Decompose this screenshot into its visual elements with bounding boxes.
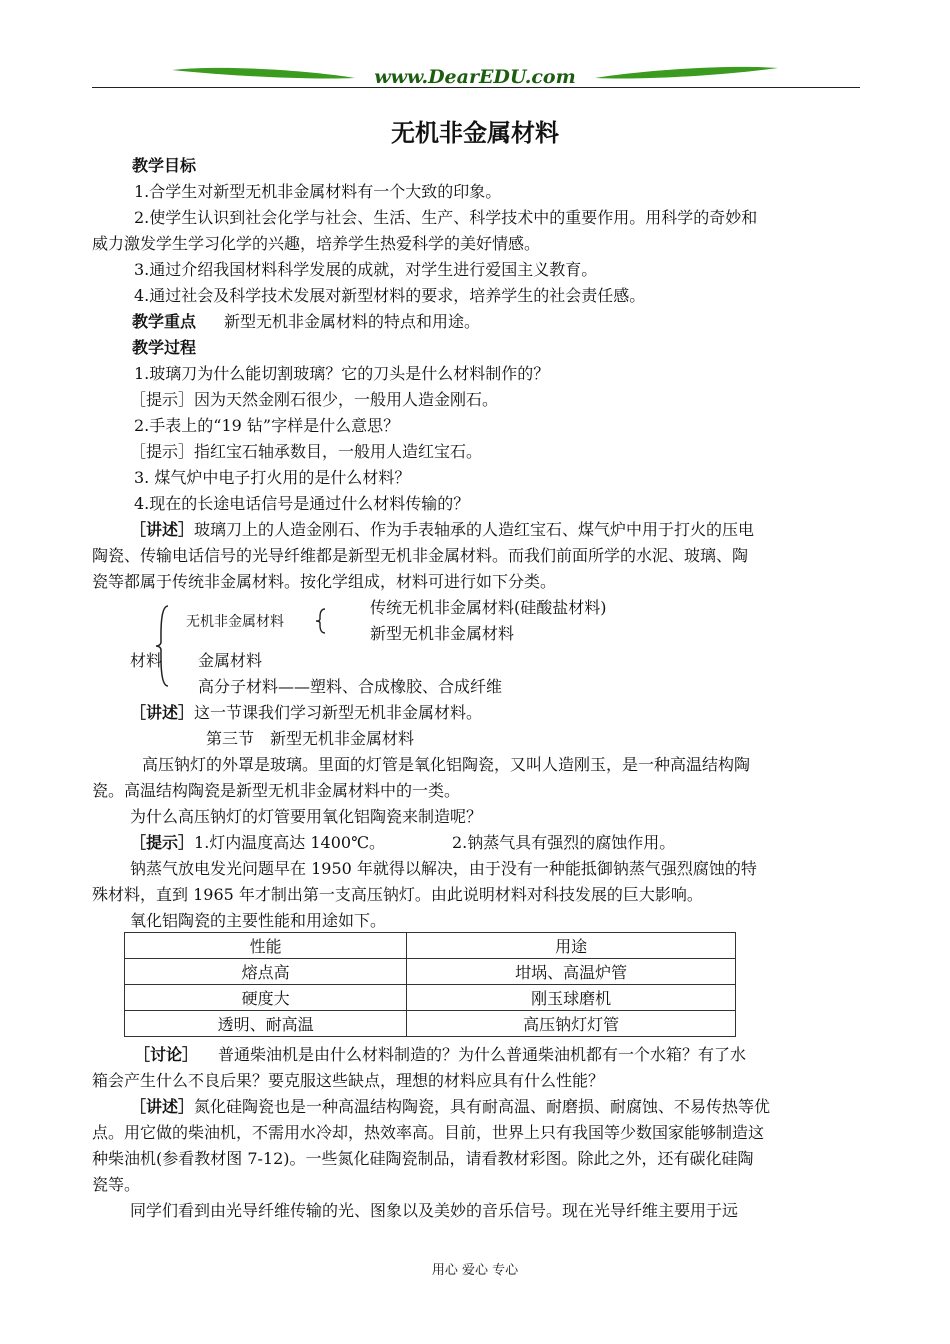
class-root: 材料 bbox=[130, 651, 163, 670]
objective-2: 2.使学生认识到社会化学与社会、生活、生产、科学技术中的重要作用。用科学的奇妙和 bbox=[134, 208, 758, 227]
table-header-cell: 性能 bbox=[125, 933, 407, 959]
hint-2: 指红宝石轴承数目，一般用人造红宝石。 bbox=[194, 442, 483, 461]
page-footer: 用心 爱心 专心 bbox=[431, 1263, 519, 1278]
question-1: 1.玻璃刀为什么能切割玻璃？它的刀头是什么材料制作的？ bbox=[134, 364, 550, 383]
discuss-line-1: 普通柴油机是由什么材料制造的？为什么普通柴油机都有一个水箱？有了水 bbox=[218, 1045, 747, 1064]
brace-outer bbox=[152, 604, 172, 688]
banner-swoosh-right bbox=[595, 67, 778, 79]
objectives-heading: 教学目标 bbox=[132, 156, 197, 175]
table-row bbox=[125, 1011, 736, 1037]
focus-heading: 教学重点 bbox=[132, 312, 197, 331]
lecture-tag: ［讲述］ bbox=[130, 1097, 195, 1116]
hint-tag: ［提示］ bbox=[130, 442, 195, 461]
table-header-cell: 用途 bbox=[407, 933, 736, 959]
lecture-3-line-2: 点。用它做的柴油机，不需用水冷却，热效率高。目前，世界上只有我国等少数国家能够制造这 bbox=[92, 1123, 765, 1142]
table-header-row bbox=[125, 933, 736, 959]
lecture-1-line-1: 玻璃刀上的人造金刚石、作为手表轴承的人造红宝石、煤气炉中用于打火的压电 bbox=[194, 520, 755, 539]
lecture-1-line-3: 瓷等都属于传统非金属材料。按化学组成，材料可进行如下分类。 bbox=[92, 572, 557, 591]
hint-3b: 2.钠蒸气具有强烈的腐蚀作用。 bbox=[452, 833, 676, 852]
question-4: 4.现在的长途电话信号是通过什么材料传输的？ bbox=[134, 494, 470, 513]
table-row bbox=[125, 959, 736, 985]
site-banner bbox=[170, 62, 780, 88]
lecture-3-line-4: 瓷等。 bbox=[92, 1175, 141, 1194]
lecture-1-line-2: 陶瓷、传输电话信号的光导纤维都是新型无机非金属材料。而我们前面所学的水泥、玻璃、陶 bbox=[92, 546, 749, 565]
properties-table bbox=[124, 932, 736, 1037]
banner-site-text: www.DearEDU.com bbox=[374, 66, 576, 88]
table-row bbox=[125, 985, 736, 1011]
lecture-tag: ［讲述］ bbox=[130, 520, 195, 539]
hint-tag: ［提示］ bbox=[130, 833, 195, 852]
question-3: 3. 煤气炉中电子打火用的是什么材料？ bbox=[134, 468, 411, 487]
page-title: 无机非金属材料 bbox=[391, 118, 559, 147]
brace-inner bbox=[312, 606, 330, 636]
class-new: 新型无机非金属材料 bbox=[370, 624, 515, 643]
discuss-tag: ［讨论］ bbox=[134, 1045, 199, 1064]
discuss-line-2: 箱会产生什么不良后果？要克服这些缺点，理想的材料应具有什么性能？ bbox=[92, 1071, 605, 1090]
focus-text: 新型无机非金属材料的特点和用途。 bbox=[224, 312, 481, 331]
class-traditional: 传统无机非金属材料(硅酸盐材料) bbox=[370, 598, 607, 617]
objective-2-cont: 威力激发学生学习化学的兴趣，培养学生热爱科学的美好情感。 bbox=[92, 234, 541, 253]
section-title: 第三节 新型无机非金属材料 bbox=[206, 729, 415, 748]
lecture-3-line-3: 种柴油机(参看教材图 7-12)。一些氮化硅陶瓷制品，请看教材彩图。除此之外，还有碳化硅陶 bbox=[92, 1149, 754, 1168]
banner-swoosh-left bbox=[172, 68, 355, 79]
lecture-3-line-1: 氮化硅陶瓷也是一种高温结构陶瓷，具有耐高温、耐磨损、耐腐蚀、不易传热等优 bbox=[194, 1097, 771, 1116]
lecture-tag: ［讲述］ bbox=[130, 703, 195, 722]
class-inorganic: 无机非金属材料 bbox=[186, 614, 284, 630]
lecture-2: 这一节课我们学习新型无机非金属材料。 bbox=[194, 703, 483, 722]
hint-1: 因为天然金刚石很少，一般用人造金刚石。 bbox=[194, 390, 499, 409]
last-line: 同学们看到由光导纤维传输的光、图象以及美妙的音乐信号。现在光导纤维主要用于远 bbox=[130, 1201, 739, 1220]
para-1-line-2: 瓷。高温结构陶瓷是新型无机非金属材料中的一类。 bbox=[92, 781, 461, 800]
table-cell: 高压钠灯灯管 bbox=[407, 1011, 736, 1037]
table-cell: 透明、耐高温 bbox=[125, 1011, 407, 1037]
process-heading: 教学过程 bbox=[132, 338, 197, 357]
table-cell: 刚玉球磨机 bbox=[407, 985, 736, 1011]
objective-1: 1.合学生对新型无机非金属材料有一个大致的印象。 bbox=[134, 182, 502, 201]
objective-4: 4.通过社会及科学技术发展对新型材料的要求，培养学生的社会责任感。 bbox=[134, 286, 646, 305]
question-why: 为什么高压钠灯的灯管要用氧化铝陶瓷来制造呢？ bbox=[130, 807, 483, 826]
hint-3a: 1.灯内温度高达 1400℃。 bbox=[194, 833, 385, 852]
class-metal: 金属材料 bbox=[198, 651, 263, 670]
table-cell: 坩埚、高温炉管 bbox=[407, 959, 736, 985]
hint-tag: ［提示］ bbox=[130, 390, 195, 409]
table-intro: 氧化铝陶瓷的主要性能和用途如下。 bbox=[130, 911, 387, 930]
para-2-line-2: 殊材料，直到 1965 年才制出第一支高压钠灯。由此说明材料对科技发展的巨大影响。 bbox=[92, 885, 703, 904]
table-cell: 熔点高 bbox=[125, 959, 407, 985]
question-2: 2.手表上的“19 钻”字样是什么意思？ bbox=[134, 416, 400, 435]
table-cell: 硬度大 bbox=[125, 985, 407, 1011]
para-2-line-1: 钠蒸气放电发光问题早在 1950 年就得以解决，由于没有一种能抵御钠蒸气强烈腐蚀的特 bbox=[130, 859, 757, 878]
class-polymer: 高分子材料——塑料、合成橡胶、合成纤维 bbox=[198, 677, 503, 696]
header-rule bbox=[92, 87, 860, 88]
para-1-line-1: 高压钠灯的外罩是玻璃。里面的灯管是氧化铝陶瓷，又叫人造刚玉，是一种高温结构陶 bbox=[142, 755, 751, 774]
objective-3: 3.通过介绍我国材料科学发展的成就，对学生进行爱国主义教育。 bbox=[134, 260, 598, 279]
